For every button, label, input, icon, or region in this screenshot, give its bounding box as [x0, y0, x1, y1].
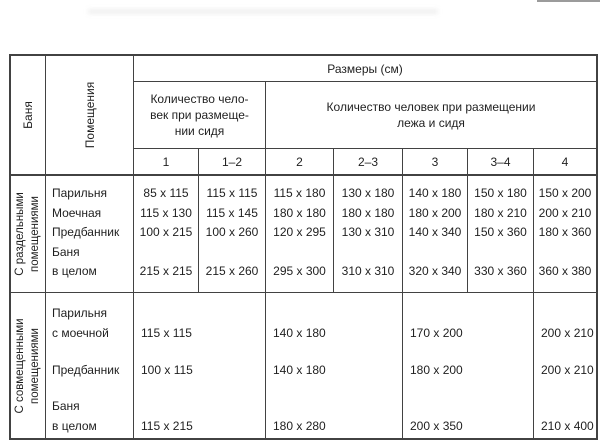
size-value: 115 x 215 — [141, 419, 193, 433]
size-value: 170 x 200 — [410, 326, 463, 340]
room-name: Моечная — [52, 205, 102, 220]
size-value: 115 x 115 — [206, 186, 258, 200]
rooms-column-label: Помещения — [82, 81, 97, 149]
size-value: 180 x 200 — [410, 363, 463, 377]
value-cell — [266, 293, 403, 438]
header-subrow — [134, 82, 596, 149]
banya-column-label: Баня — [21, 101, 35, 129]
size-value: 100 x 115 — [141, 363, 193, 377]
capacity-col-header: 1 — [134, 149, 199, 176]
size-value: 150 x 180 — [474, 186, 527, 200]
size-value: 150 x 360 — [474, 225, 527, 239]
size-value: 130 x 310 — [341, 225, 395, 239]
room-name: Баня — [52, 244, 80, 259]
size-value: 360 x 380 — [538, 264, 592, 278]
lying-label-line: Количество человек при размещении — [326, 100, 536, 114]
size-value: 85 x 115 — [143, 186, 189, 200]
group-label — [13, 176, 43, 293]
header-cell-sizes — [134, 56, 596, 82]
capacity-col-header: 4 — [534, 149, 596, 176]
header-cell-sitting — [134, 82, 266, 149]
size-value: 115 x 145 — [206, 205, 258, 220]
room-name: Предбанник — [52, 363, 120, 377]
scan-artifact-line — [537, 0, 600, 2]
value-cell — [534, 293, 596, 438]
room-name: Парильня — [52, 186, 108, 200]
value-cell — [134, 176, 199, 292]
room-name: с моечной — [52, 326, 109, 340]
rooms-cell — [46, 293, 134, 438]
size-value: 200 x 350 — [410, 419, 463, 433]
capacity-col-header: 1–2 — [199, 149, 266, 176]
size-value: 120 x 295 — [273, 225, 326, 239]
size-value: 115 x 180 — [273, 186, 326, 200]
size-value: 180 x 210 — [474, 205, 527, 220]
room-name: Баня — [52, 399, 80, 413]
size-value: 100 x 260 — [205, 225, 259, 239]
size-value: 180 x 200 — [408, 205, 462, 220]
size-value: 100 x 215 — [139, 225, 193, 239]
size-value: 180 x 360 — [538, 225, 592, 239]
value-cell — [403, 293, 534, 438]
size-value: 200 x 210 — [541, 326, 594, 340]
size-value: 180 x 280 — [273, 419, 326, 433]
value-cell — [199, 176, 266, 292]
group-row-separate-rooms — [11, 176, 596, 293]
size-value: 320 x 340 — [408, 264, 462, 278]
size-value: 310 x 310 — [341, 264, 395, 278]
size-value: 180 x 180 — [273, 205, 326, 220]
group-label-cell — [11, 293, 46, 438]
size-value: 180 x 180 — [341, 205, 395, 220]
size-value: 150 x 200 — [538, 186, 592, 200]
sitting-label-line: Количество чело- — [150, 92, 249, 106]
capacity-col-header: 2–3 — [334, 149, 403, 176]
size-value: 215 x 215 — [139, 264, 193, 278]
size-value: 200 x 210 — [541, 363, 594, 377]
value-cell — [334, 176, 403, 292]
scan-smudge — [88, 9, 438, 14]
sitting-label-line: нии сидя — [174, 124, 225, 138]
header-cell-lying — [266, 82, 596, 149]
size-value: 215 x 260 — [205, 264, 259, 278]
size-value: 295 x 300 — [273, 264, 326, 278]
capacity-row — [11, 149, 596, 176]
size-value: 115 x 115 — [141, 326, 192, 340]
room-name: Предбанник — [52, 225, 120, 239]
size-value: 130 x 180 — [341, 186, 395, 200]
group-label-line: С совмещенными — [14, 317, 26, 414]
group-label — [13, 293, 43, 438]
size-value: 140 x 180 — [408, 186, 462, 200]
value-cell — [468, 176, 534, 292]
capacity-col-header: 3–4 — [468, 149, 534, 176]
size-value: 330 x 360 — [474, 264, 527, 278]
room-name: в целом — [52, 419, 97, 433]
value-cell — [403, 176, 468, 292]
group-label-cell — [11, 176, 46, 292]
capacity-col-header: 2 — [266, 149, 334, 176]
group-label-line: С раздельными — [14, 192, 26, 276]
size-value: 140 x 340 — [408, 225, 462, 239]
size-value: 200 x 210 — [538, 205, 592, 220]
value-cell — [266, 176, 334, 292]
size-value: 115 x 130 — [140, 205, 192, 220]
room-name: в целом — [52, 264, 97, 278]
sizes-label: Размеры (см) — [327, 61, 403, 76]
value-cell — [534, 176, 596, 292]
sitting-label-line: век при размеще- — [150, 108, 249, 122]
bath-dimensions-table — [9, 54, 598, 440]
room-name: Парильня — [52, 306, 108, 320]
capacity-col-header: 3 — [403, 149, 468, 176]
value-cell — [134, 293, 266, 438]
lying-label-line: лежа и сидя — [397, 116, 465, 130]
rooms-cell — [46, 176, 134, 292]
size-value: 210 x 400 — [541, 419, 594, 433]
size-value: 140 x 180 — [273, 363, 326, 377]
group-label-line: помещениями — [29, 196, 41, 272]
group-row-combined-rooms — [11, 293, 596, 438]
size-value: 140 x 180 — [273, 326, 326, 340]
group-label-line: помещениями — [29, 327, 41, 404]
